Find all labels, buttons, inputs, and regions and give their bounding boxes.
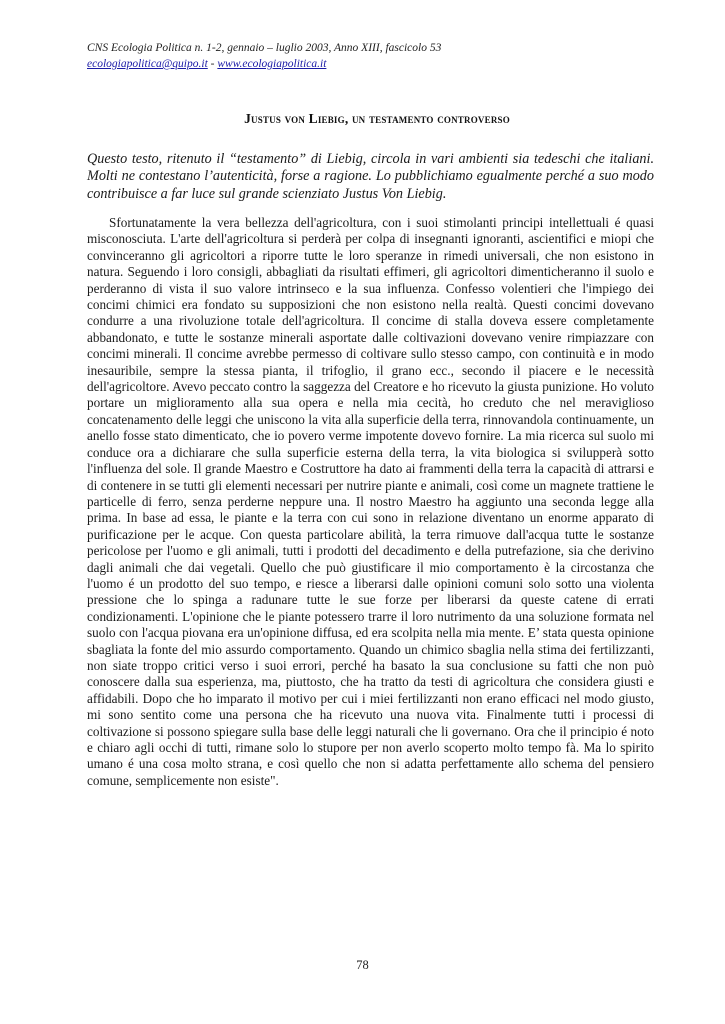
body-paragraph: Sfortunatamente la vera bellezza dell'agricoltura, con i suoi stimolanti principi intellettuali é quasi misconosciuta. L'arte dell'agricoltura si perderà per colpa di insegnanti ignoranti, ascientifici e miopi che convinceranno gli agricoltori a riporre tutte le loro speranze in rimedi universali, che non esistono in natura. Seguendo i loro consigli, abbagliati da risultati effimeri, gli agricoltori dimenticheranno il suolo e perderanno di vista il suo valore intrinseco e la sua influenza. Confesso volentieri che l'impiego dei concimi chimici era fondato su supposizioni che non esistono nella realtà. Questi concimi dovevano condurre a una rivoluzione totale dell'agricoltura. Il concime di stalla doveva essere completamente abbandonato, e tutte le sostanze minerali asportate dalle coltivazioni dovevano venire rimpiazzare con concimi minerali. Il concime avrebbe permesso di coltivare sullo stesso campo, con continuità e in modo inesauribile, sempre la stessa pianta, il trifoglio, il grano ecc., secondo il piacere e le necessità dell'agricoltore. Avevo peccato contro la saggezza del Creatore e ho ricevuto la giusta punizione. Ho voluto portare un miglioramento alla sua opera e nella mia cecità, ho creduto che nel meraviglioso concatenamento delle leggi che uniscono la vita alla superficie della terra, rinnovandola continuamente, un anello fosse stato dimenticato, che io povero verme impotente dovevo fornire. La mia ricerca sul suolo mi conduce ora a dichiarare che sulla superficie esterna della terra, la vita biologica si svilupperà sotto l'influenza del sole. Il grande Maestro e Costruttore ha dato ai frammenti della terra la capacità di attrarsi e di contenere in se tutti gli elementi necessari per nutrire piante e animali, così come un magnete trattiene le particelle di ferro, senza perderne neppure una. Il nostro Maestro ha aggiunto una seconda legge alla prima. In base ad essa, le piante e la terra con cui sono in relazione diventano un enorme apparato di purificazione per le acque. Con questa particolare abilità, la terra rimuove dall'acqua tutte le sostanze pericolose per l'uomo e gli animali, tutti i prodotti del decadimento e della putrefazione, sia che derivino dagli animali che dai vegetali. Quello che può giustificare il mio comportamento è la circostanza che l'uomo é un prodotto del suo tempo, e riesce a liberarsi dalle opinioni comuni solo sotto una violenta pressione che lo spinga a radunare tutte le sue forze per liberarsi da queste catene di errati condizionamenti. L'opinione che le piante potessero trarre il loro nutrimento da una soluzione formata nel suolo con l'acqua piovana era un'opinione diffusa, ed era scolpita nella mia mente. E’ stata questa opinione sbagliata la fonte del mio assurdo comportamento. Quando un chimico sbaglia nella stima dei fertilizzanti, non siate troppo critici verso i suoi errori, perché ha basato la sua conclusione su fatti che non può conoscere dalla sua esperienza, ma, piuttosto, che ha tratto da testi di agricoltura che considera giusti e affidabili. Dopo che ho imparato il motivo per cui i miei fertilizzanti non erano efficaci nel modo giusto, mi sono sentito come una persona che ha ricevuto una nuova vita. Finalmente tutti i processi di coltivazione si possono spiegare sulla base delle leggi naturali che li governano. Ora che il principio é noto e chiaro agli occhi di tutti, rimane solo lo stupore per non averlo scoperto molto tempo fà. Ma lo spirito umano é una cosa molto strana, e così quello che non si adatta perfettamente allo schema del pensiero comune, semplicemente non esiste". [87,215,654,788]
article-title: Justus von Liebig, un testamento controverso [244,111,510,126]
email-link[interactable]: ecologiapolitica@quipo.it [87,58,208,70]
contact-separator: - [207,58,218,70]
article-body [87,215,654,789]
journal-header [87,40,647,72]
journal-contacts [87,56,647,72]
article-intro: Questo testo, ritenuto il “testamento” di Liebig, circola in vari ambienti sia tedeschi che italiani. Molti ne contestano l’autenticità, forse a ragione. Lo pubblichiamo egualmente perché a suo modo contribuisce a far luce sul grande scienziato Justus Von Liebig. [87,151,654,202]
website-link[interactable]: www.ecologiapolitica.it [217,58,327,70]
journal-citation: CNS Ecologia Politica n. 1-2, gennaio – luglio 2003, Anno XIII, fascicolo 53 [87,42,442,54]
page-number: 78 [356,958,369,972]
